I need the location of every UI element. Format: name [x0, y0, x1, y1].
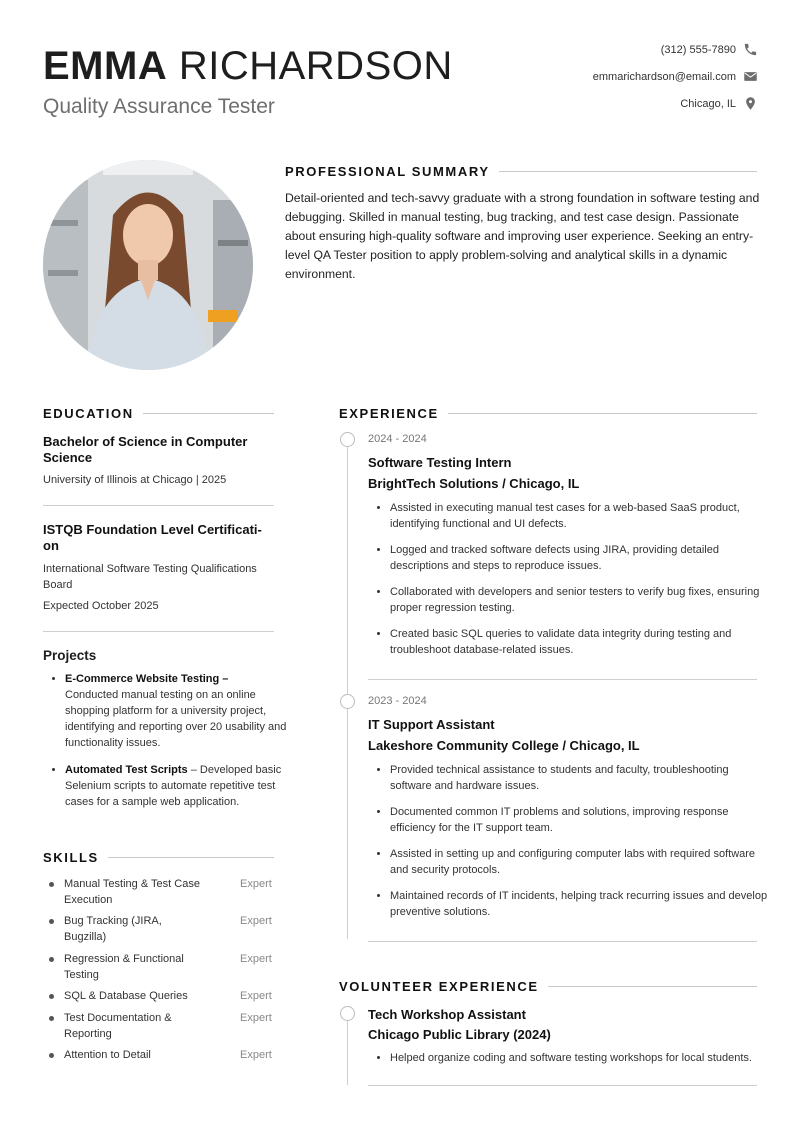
- list-item: • Collaborated with developers and senior testers to verify bug fixes, ensuring proper regression testing.: [390, 584, 770, 616]
- email-text: emmarichardson@email.com: [592, 70, 736, 83]
- contact-email: [593, 69, 758, 84]
- timeline-marker: [340, 432, 355, 447]
- timeline-line: [347, 439, 348, 939]
- certification-date: Expected October 2025: [43, 600, 159, 612]
- skill-name: Regression & Functional Testing: [64, 953, 184, 981]
- skill-name: Attention to Detail: [64, 1049, 151, 1061]
- phone-icon: [743, 42, 758, 57]
- project-desc: Conducted manual testing on an online shopping platform for a university project, identifying and reporting over 20 usability and functionality issues.: [65, 689, 287, 749]
- bullet-dot: [49, 1016, 54, 1021]
- education-heading-text: EDUCATION: [43, 406, 134, 421]
- skill-name: SQL & Database Queries: [64, 990, 188, 1002]
- mail-icon: [743, 69, 758, 84]
- volunteer-bullets: [368, 1050, 800, 1076]
- bullet-dot: [49, 957, 54, 962]
- project-desc: – Developed basic Selenium scripts to automate repetitive test cases for a sample web application.: [65, 764, 282, 808]
- section-divider: [368, 941, 757, 942]
- heading-rule: [108, 857, 274, 858]
- first-name: EMMA: [43, 44, 168, 88]
- volunteer-org: Chicago Public Library (2024): [368, 1027, 551, 1042]
- contact-phone: [661, 42, 758, 57]
- contact-location: [680, 96, 758, 111]
- section-divider: [43, 631, 274, 632]
- degree-title: Bachelor of Science in Computer Science: [43, 434, 248, 465]
- skill-level: Expert: [240, 1012, 272, 1024]
- job-bullets: [368, 762, 770, 930]
- skill-level: Expert: [240, 915, 272, 927]
- skill-level: Expert: [240, 953, 272, 965]
- job-role: IT Support Assistant: [368, 717, 495, 732]
- projects-list: [43, 671, 293, 821]
- job-dates: 2024 - 2024: [368, 433, 427, 445]
- bullet-dot: [49, 994, 54, 999]
- job-title: Quality Assurance Tester: [43, 95, 275, 118]
- skill-level: Expert: [240, 1049, 272, 1061]
- list-item: • Assisted in executing manual test cases for a web-based SaaS product, identifying functional and UI defects.: [390, 500, 770, 532]
- volunteer-role: Tech Workshop Assistant: [368, 1007, 526, 1022]
- summary-heading: [285, 164, 757, 179]
- list-item: • Documented common IT problems and solutions, improving response efficiency for the IT support team.: [390, 804, 770, 836]
- job-bullets: [368, 500, 770, 668]
- list-item: [65, 671, 293, 751]
- skill-name: Bug Tracking (JIRA, Bugzilla): [64, 915, 162, 943]
- job-role: Software Testing Intern: [368, 455, 512, 470]
- bullet-dot: [49, 919, 54, 924]
- candidate-name: [43, 44, 453, 88]
- list-item: • Helped organize coding and software testing workshops for local students.: [390, 1050, 800, 1066]
- heading-rule: [499, 171, 757, 172]
- heading-rule: [548, 986, 757, 987]
- degree-school: University of Illinois at Chicago | 2025: [43, 474, 227, 486]
- timeline-marker: [340, 1006, 355, 1021]
- summary-text: Detail-oriented and tech-savvy graduate with a strong foundation in software testing and debugging. Skilled in manual testing, bug tracking, and test case design. Passionate about ensuring high-quality software and improving user experience. Seeking an entry-level QA Tester position to apply problem-solving and analytical skills in a dynamic environment.: [285, 191, 760, 281]
- list-item: • Maintained records of IT incidents, helping track recurring issues and develop preventive solutions.: [390, 888, 770, 920]
- last-name: RICHARDSON: [178, 44, 453, 88]
- project-name: Automated Test Scripts: [65, 764, 188, 776]
- education-heading: [43, 406, 274, 421]
- list-item: • Assisted in setting up and configuring computer labs with required software and security protocols.: [390, 846, 770, 878]
- location-text: Chicago, IL: [680, 97, 736, 110]
- skill-name: Manual Testing & Test Case Execution: [64, 878, 200, 906]
- skills-heading-text: SKILLS: [43, 850, 99, 865]
- skill-level: Expert: [240, 878, 272, 890]
- heading-rule: [448, 413, 757, 414]
- section-divider: [368, 1085, 757, 1086]
- job-dates: 2023 - 2024: [368, 695, 427, 707]
- section-divider: [368, 679, 757, 680]
- skill-level: Expert: [240, 990, 272, 1002]
- location-pin-icon: [743, 96, 758, 111]
- list-item: [65, 762, 293, 810]
- projects-heading: Projects: [43, 648, 97, 663]
- job-company: BrightTech Solutions / Chicago, IL: [368, 476, 580, 491]
- timeline-line: [347, 1013, 348, 1085]
- skill-name: Test Documentation & Reporting: [64, 1012, 172, 1040]
- skills-heading: [43, 850, 274, 865]
- volunteer-heading: [339, 979, 757, 994]
- list-item: • Logged and tracked software defects using JIRA, providing detailed descriptions and steps to reproduce issues.: [390, 542, 770, 574]
- phone-text: (312) 555-7890: [660, 43, 736, 56]
- bullet-dot: [49, 882, 54, 887]
- project-name: E-Commerce Website Testing –: [65, 673, 229, 685]
- certification-issuer: International Software Testing Qualifications Board: [43, 563, 257, 591]
- summary-heading-text: PROFESSIONAL SUMMARY: [285, 164, 490, 179]
- certification-title: ISTQB Foundation Level Certificati-on: [43, 522, 262, 553]
- timeline-marker: [340, 694, 355, 709]
- volunteer-heading-text: VOLUNTEER EXPERIENCE: [339, 979, 539, 994]
- list-item: • Created basic SQL queries to validate data integrity during testing and troubleshoot database-related issues.: [390, 626, 770, 658]
- job-company: Lakeshore Community College / Chicago, IL: [368, 738, 640, 753]
- list-item: • Provided technical assistance to students and faculty, troubleshooting software and hardware issues.: [390, 762, 770, 794]
- experience-heading: [339, 406, 757, 421]
- experience-heading-text: EXPERIENCE: [339, 406, 439, 421]
- profile-photo: [43, 160, 253, 370]
- heading-rule: [143, 413, 274, 414]
- section-divider: [43, 505, 274, 506]
- bullet-dot: [49, 1053, 54, 1058]
